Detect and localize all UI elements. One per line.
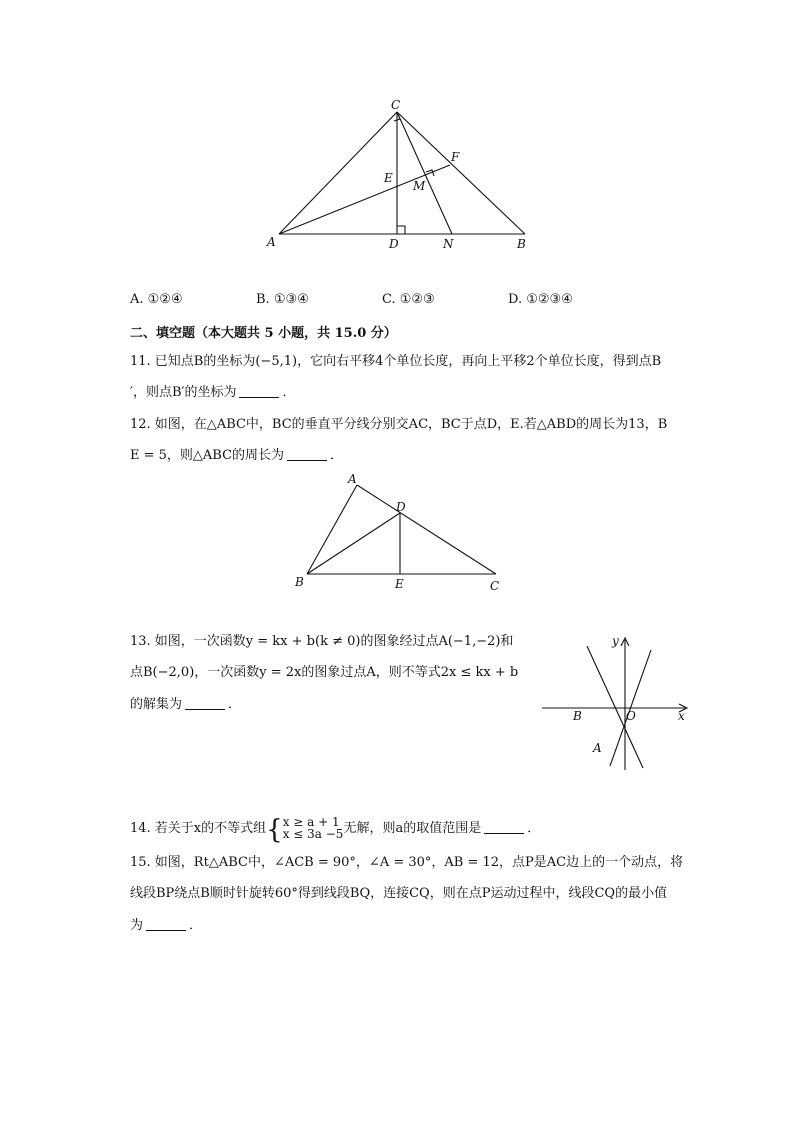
- label-c: C: [391, 98, 401, 112]
- label-y: y: [612, 634, 619, 648]
- label-m: M: [413, 179, 426, 193]
- q15-line2: 线段BP绕点B顺时针旋转60°得到线段BQ，连接CQ，则在点P运动过程中，线段CQ的最小值: [130, 886, 668, 901]
- q11-answer-blank[interactable]: [239, 385, 279, 398]
- q13-answer-blank[interactable]: [185, 697, 225, 710]
- q14-text: 14. 若关于x的不等式组: [130, 821, 267, 836]
- q12-line1: 12. 如图，在△ABC中，BC的垂直平分线分别交AC，BC于点D，E.若△ABD的周长为13，B: [130, 417, 668, 432]
- q13-line2: 点B(−2,0)，一次函数y = 2x的图象过点A，则不等式2x ≤ kx + b: [130, 665, 519, 680]
- brace-symbol: {: [266, 815, 283, 845]
- q13-line3: [130, 696, 241, 714]
- q12-text: E = 5，则△ABC的周长为: [130, 448, 285, 463]
- q11-text: ′，则点B′的坐标为: [130, 385, 237, 400]
- label-x: x: [678, 709, 685, 723]
- q13-line1: 13. 如图，一次函数y = kx + b(k ≠ 0)的图象经过点A(−1,−2)和: [130, 634, 514, 649]
- label-f: F: [451, 150, 460, 164]
- q14-line: [130, 816, 540, 843]
- q15-text: 为: [130, 918, 144, 933]
- label-d: D: [389, 237, 399, 251]
- figure-1-triangle: [260, 95, 540, 255]
- label-a: A: [348, 472, 357, 486]
- q12-end: ．: [330, 448, 344, 463]
- section-title: 二、填空题（本大题共 5 小题，共 15.0 分）: [130, 326, 397, 341]
- q14-answer-blank[interactable]: [484, 821, 524, 834]
- inequality-row1: x ≥ a + 1: [282, 815, 340, 829]
- q15-answer-blank[interactable]: [146, 918, 186, 931]
- q14-suffix: 无解，则a的取值范围是: [343, 821, 482, 836]
- q11-end: ．: [282, 385, 296, 400]
- label-b: B: [517, 237, 526, 251]
- q13-end: ．: [228, 697, 242, 712]
- label-d: D: [396, 500, 406, 514]
- label-a: A: [267, 235, 276, 249]
- label-e: E: [384, 171, 393, 185]
- option-b: B. ①③④: [256, 292, 309, 307]
- q11-line2: [130, 384, 295, 402]
- label-b: B: [295, 575, 304, 589]
- label-e: E: [395, 577, 404, 591]
- q12-line2: [130, 447, 343, 465]
- q11-line1: 11. 已知点B的坐标为(−5,1)，它向右平移4个单位长度，再向上平移2个单位长度，得到点B: [130, 354, 662, 369]
- q15-line3: [130, 917, 202, 935]
- label-c: C: [490, 579, 500, 593]
- q15-end: ．: [189, 918, 203, 933]
- label-n: N: [443, 237, 454, 251]
- inequality-row2: x ≤ 3a −5: [282, 827, 344, 841]
- option-d: D. ①②③④: [508, 292, 573, 307]
- q15-line1: 15. 如图，Rt△ABC中，∠ACB = 90°，∠A = 30°，AB = 12，点P是AC边上的一个动点，将: [130, 855, 684, 870]
- q12-answer-blank[interactable]: [287, 448, 327, 461]
- q13-text: 的解集为: [130, 697, 183, 712]
- inequality-system: [283, 816, 344, 840]
- q14-end: ．: [527, 821, 541, 836]
- label-a: A: [593, 741, 602, 755]
- option-a: A. ①②④: [130, 292, 183, 307]
- figure-3-graph: [540, 630, 700, 775]
- label-b: B: [573, 709, 582, 723]
- figure-2-triangle: [290, 470, 510, 595]
- option-c: C. ①②③: [382, 292, 435, 307]
- label-o: O: [626, 709, 636, 723]
